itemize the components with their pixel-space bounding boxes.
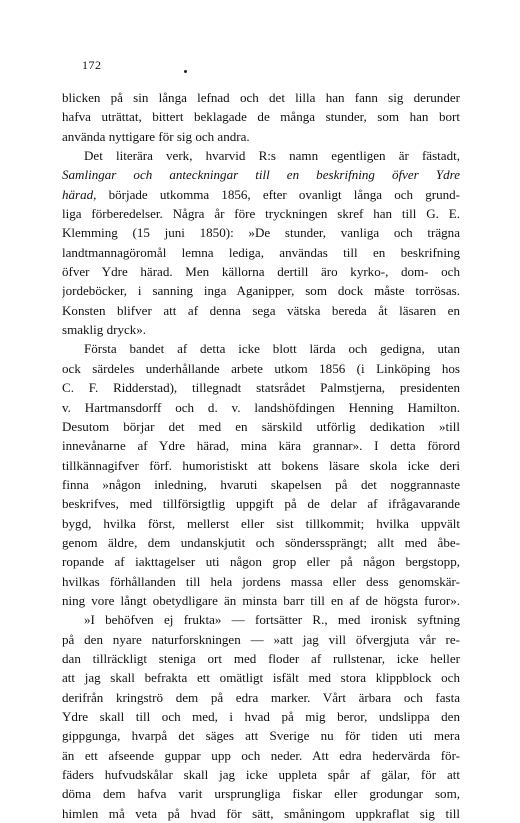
text-line: Samlingar och anteckningar till en beskrifning öfver Ydre	[62, 167, 460, 183]
text-line: himlen må veta på hvad för sätt, småningom uppkraflat sig till	[62, 805, 460, 821]
text-line: fäders hufvudskålar skall jag icke uppleta spår af gälar, för att	[62, 767, 460, 783]
text-line: blicken på sin långa lefnad och det lilla han fann sig derunder	[62, 90, 460, 105]
text-line: öfver Ydre härad. Men källorna dertill äro kyrko-, dom- och	[62, 264, 460, 280]
text-line: finna »någon inledning, hvaruti skapelsen på det noggrannaste	[62, 476, 460, 492]
text-line: liga förberedelser. Några år före tryckningen skref han till G. E.	[62, 206, 460, 222]
page-number: 172	[82, 58, 102, 72]
text-line: att jag skall befrakta ett omätligt isfält med stora klippblock och	[62, 670, 460, 686]
text-line: landtmannagöromål lemna lediga, användas till en beskrifning	[62, 244, 460, 260]
text-line: jordeböcker, i sanning inga Aganipper, som dock måste torrösas.	[62, 283, 460, 299]
text-line: Första bandet af detta icke blott lärda och gedigna, utan	[84, 341, 460, 357]
text-line: Det literära verk, hvarvid R:s namn egentligen är fästadt,	[84, 148, 460, 164]
text-line: bygd, hvilka först, mellerst eller sist tillkommit; hvilka uppvält	[62, 515, 460, 531]
text-line: C. F. Ridderstad), tillegnadt statsrådet Palmstjerna, presidenten	[62, 380, 460, 396]
text-line: döma dem hafva varit ursprungliga fiskar eller grodungar som,	[62, 786, 460, 802]
text-line: använda nyttigare för sig och andra.	[62, 128, 250, 144]
text-line: hvilkas förhållanden till hela jordens massa eller dess genomskär-	[62, 573, 460, 589]
text-line: gippgunga, hvarpå det säges att Sverige nu för tiden uti mera	[62, 728, 460, 744]
text-line: tillkännagifver förf. humoristiskt att bokens läsare skola icke deri	[62, 457, 460, 473]
body-text	[62, 88, 460, 823]
text-line: Klemming (15 juni 1850): »De stunder, vanliga och trägna	[62, 225, 460, 241]
text-line: smaklig dryck».	[62, 322, 147, 338]
text-line: Ydre skall till och med, i hvad på mig beror, undslippa den	[62, 709, 460, 724]
text-line: beskrifves, med tillförsigtlig uppgift på de delar af ifrågavarande	[62, 496, 460, 512]
text-line: på den nyare naturforskningen — »att jag vill öfvergjuta vår re-	[62, 631, 460, 647]
text-line: ropande af iakttagelser uti någon grop eller på någon bergstopp,	[62, 554, 460, 570]
text-line: derifrån kringströ dem på edra marker. Vårt ärbara och fasta	[62, 689, 460, 705]
text-line: dan tillräckligt steniga ort med floder af rullstenar, icke heller	[62, 650, 460, 666]
text-line: ock särdeles underhållande arbete utkom 1856 (i Linköping hos	[62, 360, 460, 376]
text-line: genom äldre, dem undanskjutit och sönderssprängt; allt med åbe-	[62, 534, 460, 550]
text-line: Konsten blifver att af denna sega vätska bereda åt läsaren en	[62, 302, 460, 318]
ink-dot	[184, 70, 187, 73]
text-line: ning vore långt obetydligare än minsta barr till en af de högsta furor».	[62, 592, 460, 608]
text-line: hafva uträttat, bittert beklagade de många stunder, som han bort	[62, 109, 460, 125]
text-line: än ett afseende guppar upp och neder. Att edra hedervärda för-	[62, 747, 460, 763]
text-line: Desutom börjar det med en särskild utförlig dedikation »till	[62, 418, 460, 434]
text-line: härad, började utkomma 1856, efter ovanligt långa och grund-	[62, 186, 460, 202]
text-line: v. Hartmansdorff och d. v. landshöfdingen Henning Hamilton.	[62, 399, 460, 415]
text-line: innevånarne af Ydre härad, mina kära grannar». I detta förord	[62, 438, 460, 454]
text-line: »I behöfven ej frukta» — fortsätter R., med ironisk syftning	[84, 612, 460, 628]
